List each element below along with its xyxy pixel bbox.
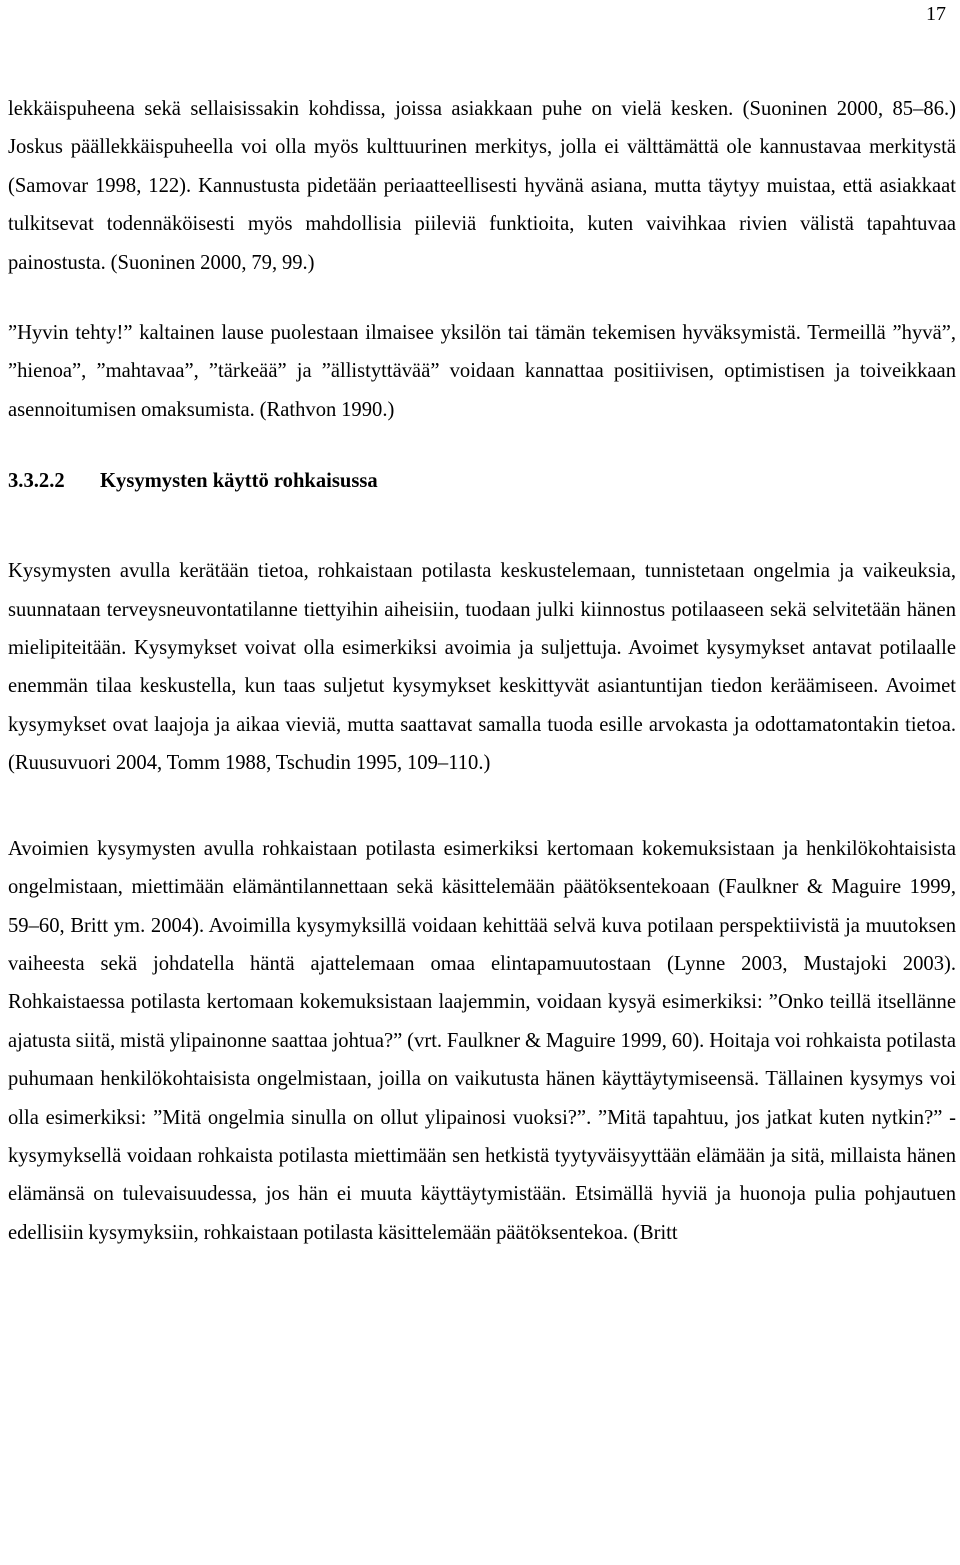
section-heading	[8, 462, 956, 500]
paragraph-well-done: ”Hyvin tehty!” kaltainen lause puolestaan ilmaisee yksilön tai tämän tekemisen hyväksymistä. Termeillä ”hyvä”, ”hienoa”, ”mahtavaa”, ”tärkeää” ja ”ällistyttävää” voidaan kannattaa positiivisen, optimistisen ja toiveikkaan asennoitumisen omaksumista. (Rathvon 1990.)	[8, 322, 956, 421]
section-title: Kysymysten käyttö rohkaisussa	[100, 470, 378, 493]
paragraph-encouragement: lekkäispuheena sekä sellaisissakin kohdissa, joissa asiakkaan puhe on vielä kesken. (Suoninen 2000, 85–86.) Joskus päällekkäispuheella voi olla myös kulttuurinen merkitys, jolla ei välttämättä ole kannustavaa merkitystä (Samovar 1998, 122). Kannustusta pidetään periaatteellisesti hyvänä asiana, mutta täytyy muistaa, että asiakkaat tulkitsevat todennäköisesti myös mahdollisia piileviä funktioita, kuten vaivihkaa rivien välistä tapahtuvaa painostusta. (Suoninen 2000, 79, 99.)	[8, 98, 956, 274]
section-number: 3.3.2.2	[8, 470, 65, 493]
page-number: 17	[926, 3, 946, 25]
paragraph-open-questions: Avoimien kysymysten avulla rohkaistaan potilasta esimerkiksi kertomaan kokemuksistaan ja henkilökohtaisista ongelmistaan, miettimään elämäntilannettaan sekä käsittelemään päätöksentekoaan (Faulkner & Maguire 1999, 59–60, Britt ym. 2004). Avoimilla kysymyksillä voidaan kehittää selvä kuva potilaan perspektiivistä ja muutoksen vaiheesta sekä johdatella häntä ajattelemaan omaa elintapamuutostaan (Lynne 2003, Mustajoki 2003). Rohkaistaessa potilasta kertomaan kokemuksistaan laajemmin, voidaan kysyä esimerkiksi: ”Onko teillä itsellänne ajatusta siitä, mistä ylipainonne saattaa johtua?” (vrt. Faulkner & Maguire 1999, 60). Hoitaja voi rohkaista potilasta puhumaan henkilökohtaisista ongelmistaan, joilla on vaikutusta hänen käyttäytymiseensä. Tällainen kysymys voi olla esimerkiksi: ”Mitä ongelmia sinulla on ollut ylipainosi vuoksi?”. ”Mitä tapahtuu, jos jatkat kuten nytkin?” -kysymyksellä voidaan rohkaista potilasta miettimään sen hetkistä tyytyväisyyttään elämään ja sitä, millaista hänen elämänsä on tulevaisuudessa, jos hän ei muuta käyttäytymistään. Etsimällä hyviä ja huonoja pulia pohjautuen edellisiin kysymyksiin, rohkaistaan potilasta käsittelemään päätöksentekoa. (Britt	[8, 837, 956, 1244]
document-body	[8, 90, 956, 1252]
paragraph-questions: Kysymysten avulla kerätään tietoa, rohkaistaan potilasta keskustelemaan, tunnistetaan ongelmia ja vaikeuksia, suunnataan terveysneuvontatilanne tiettyihin aiheisiin, tuodaan julki kiinnostus potilaaseen sekä selvitetään hänen mielipiteitään. Kysymykset voivat olla esimerkiksi avoimia ja suljettuja. Avoimet kysymykset antavat potilaalle enemmän tilaa keskustella, kun taas suljetut kysymykset keskittyvät asiantuntijan tiedon keräämiseen. Avoimet kysymykset ovat laajoja ja aikaa vieviä, mutta saattavat samalla tuoda esille arvokasta ja odottamatontakin tietoa. (Ruusuvuori 2004, Tomm 1988, Tschudin 1995, 109–110.)	[8, 560, 956, 775]
